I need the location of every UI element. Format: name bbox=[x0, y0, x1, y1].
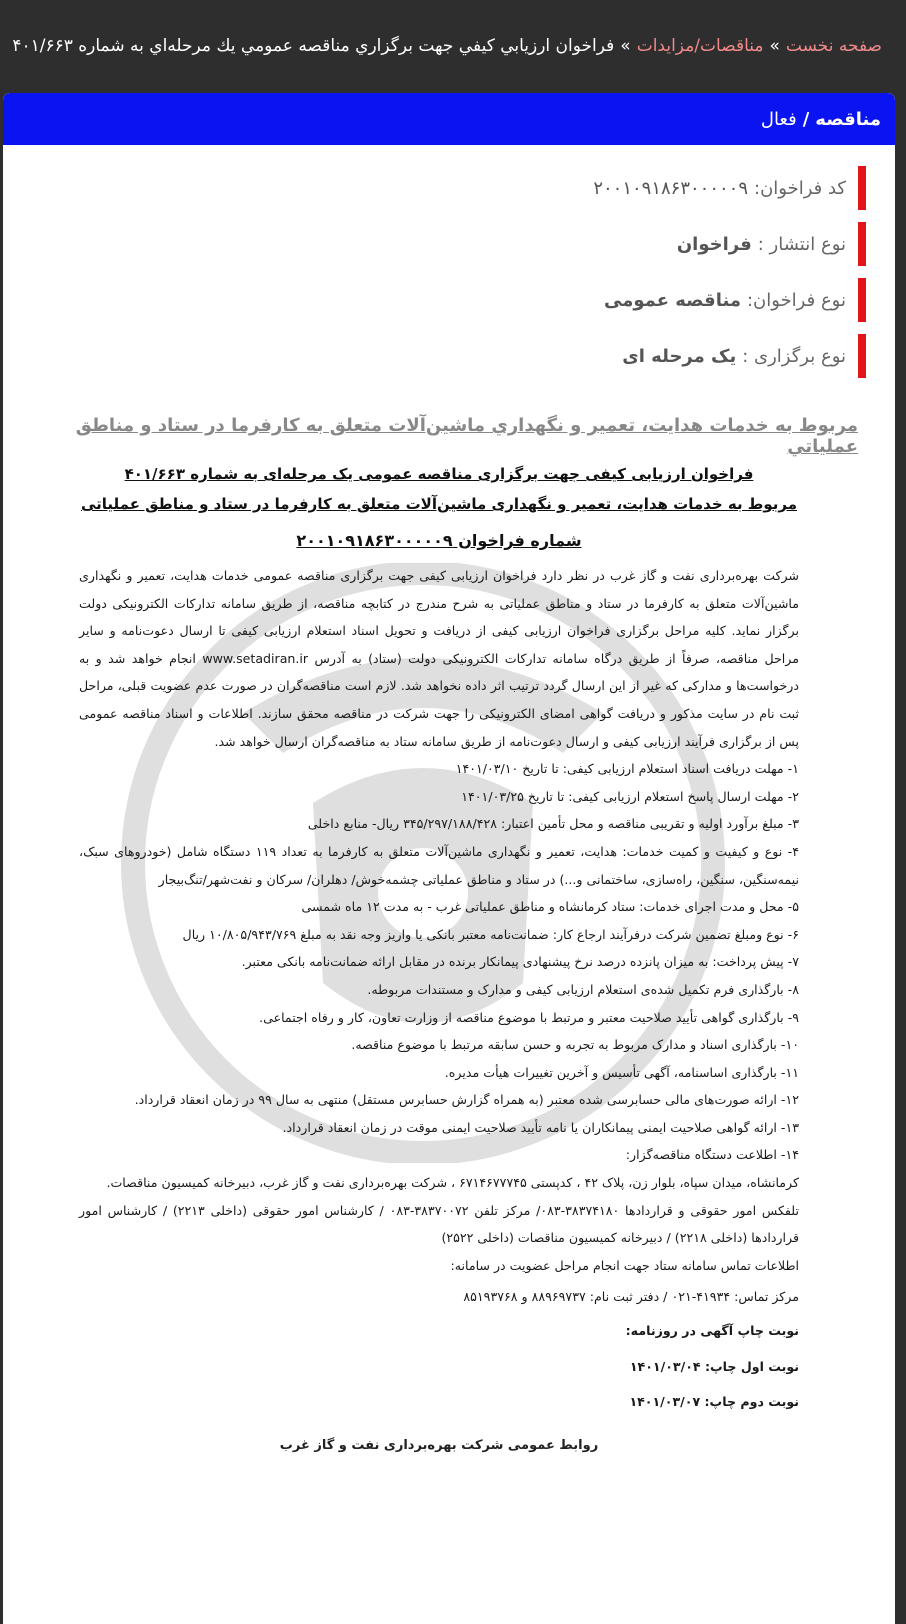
meta-holding-type bbox=[46, 334, 866, 378]
breadcrumb-section-link[interactable]: مناقصات/مزایدات bbox=[636, 36, 764, 56]
doc-title-line2: مربوط به خدمات هدایت، تعمیر و نگهداری ماشین‌آلات متعلق به کارفرما در ستاد و مناطق عملیاتی bbox=[80, 495, 798, 513]
breadcrumb-current: فراخوان ارزيابي كيفي جهت برگزاري مناقصه عمومي يك مرحله‌اي به شماره ۴۰۱/۶۶۳ bbox=[12, 36, 615, 56]
breadcrumb-separator: » bbox=[769, 36, 780, 56]
doc-item: ۱- مهلت دریافت اسناد استعلام ارزیابی کیفی: تا تاریخ ۱۴۰۱/۰۳/۱۰ bbox=[455, 761, 799, 777]
meta-call-type bbox=[46, 278, 866, 322]
doc-print-first: نوبت اول چاپ: ۱۴۰۱/۰۳/۰۴ bbox=[629, 1358, 799, 1374]
meta-label: نوع انتشار : bbox=[757, 233, 846, 255]
doc-contact: مرکز تماس: ۴۱۹۳۴-۰۲۱ / دفتر ثبت نام: ۸۸۹۶۹۷۳۷ و ۸۵۱۹۳۷۶۸ bbox=[463, 1289, 799, 1305]
doc-item: ۱۳- ارائه گواهی صلاحیت ایمنی پیمانکاران یا نامه تأیید صلاحیت ایمنی موقت در زمان انعقاد قرارداد. bbox=[282, 1119, 799, 1135]
doc-item: ۴- نوع و کیفیت و کمیت خدمات: هدایت، تعمیر و نگهداری ماشین‌آلات متعلق به کارفرما به تعداد ۱۱۹ دستگاه شامل (خودروهای سبک، نیمه‌سنگین، سنگین، راه‌سازی، ساختمانی و...) در ستاد و مناطق عملیاتی چشمه‌خوش/ دهلران/ سرکان و نفت‌شهر/تنگ‌بیجار bbox=[79, 843, 799, 887]
doc-intro-paragraph: شرکت بهره‌برداری نفت و گاز غرب در نظر دارد فراخوان ارزیابی کیفی جهت برگزاری مناقصه عمومی خدمات هدایت، تعمیر و نگهداری ماشین‌آلات متعلق به کارفرما در ستاد و مناطق عملیاتی به شرح مندرج در کتابچه مناقصه، از طریق سامانه تدارکات الکترونیکی دولت برگزار نماید. کلیه مراحل برگزاری فراخوان ارزیابی کیفی از دریافت و تحویل اسناد استعلام ارزیابی کیفی تا ارسال دعوت‌نامه و سایر مراحل مناقصه، صرفاً از طریق درگاه سامانه تدارکات الکترونیکی دولت (ستاد) به آدرس www.setadiran.ir انجام خواهد شد و به درخواست‌ها و مدارکی که غیر از این ارسال گردد ترتیب اثر داده نخواهد شد. لازم است مناقصه‌گران در صورت عدم عضویت قبلی، مراحل ثبت نام در سایت مذکور و دریافت گواهی امضای الکترونیکی را جهت شرکت در مناقصه محقق سازند. اطلاعات و اسناد مناقصه عمومی پس از برگزاری فرآیند ارزیابی کیفی و ارسال دعوت‌نامه از طریق سامانه ستاد به مناقصه‌گران ارسال خواهد شد. bbox=[79, 568, 799, 749]
doc-title-line1: فراخوان ارزیابی کیفی جهت برگزاری مناقصه عمومی یک مرحله‌ای به شماره ۴۰۱/۶۶۳ bbox=[124, 465, 754, 483]
meta-value: مناقصه عمومی bbox=[604, 289, 741, 311]
doc-item: ۹- بارگذاری گواهی تأیید صلاحیت معتبر و مرتبط با موضوع مناقصه از وزارت تعاون، کار و رفاه اجتماعی. bbox=[259, 1009, 799, 1025]
header-status: فعال bbox=[760, 108, 797, 130]
doc-print-second: نوبت دوم چاپ: ۱۴۰۱/۰۳/۰۷ bbox=[629, 1394, 799, 1410]
meta-publish-type bbox=[46, 222, 866, 266]
meta-call-code bbox=[46, 166, 866, 210]
doc-item: ۱۴- اطلاعت دستگاه مناقصه‌گزار: bbox=[625, 1147, 799, 1163]
doc-item: ۱۱- بارگذاری اساسنامه، آگهی تأسیس و آخرین تغییرات هیأت مدیره. bbox=[444, 1064, 799, 1080]
breadcrumb bbox=[0, 0, 906, 92]
doc-item: ۷- پیش پرداخت: به میزان پانزده درصد نرخ پیشنهادی پیمانکار برنده در مقابل ارائه ضمانت‌نامه بانکی معتبر. bbox=[241, 954, 799, 970]
breadcrumb-home-link[interactable]: صفحه نخست bbox=[785, 36, 882, 56]
doc-address: کرمانشاه، میدان سپاه، بلوار زن، پلاک ۴۲ ، کدپستی ۶۷۱۴۶۷۷۷۴۵ ، شرکت بهره‌برداری نفت و گاز غرب، دبیرخانه کمیسیون مناقصات. bbox=[106, 1175, 799, 1191]
meta-label: نوع فراخوان: bbox=[746, 289, 846, 311]
meta-label: کد فراخوان: bbox=[754, 177, 846, 199]
header-divider: / bbox=[802, 108, 810, 130]
breadcrumb-separator: » bbox=[620, 36, 631, 56]
doc-print-heading: نوبت چاپ آگهی در روزنامه: bbox=[625, 1323, 799, 1339]
tender-subject: مربوط به خدمات هدايت، تعمير و نگهداري ماشين‌آلات متعلق به كارفرما در ستاد و مناطق عملياتي bbox=[75, 415, 858, 457]
card-header bbox=[3, 93, 895, 145]
doc-item: ۶- نوع ومبلغ تضمین شرکت درفرآیند ارجاع کار: ضمانت‌نامه معتبر بانکی یا واریز وجه نقد به مبلغ ۱۰/۸۰۵/۹۴۳/۷۶۹ ریال bbox=[182, 926, 799, 942]
doc-item: ۲- مهلت ارسال پاسخ استعلام ارزیابی کیفی: تا تاریخ ۱۴۰۱/۰۳/۲۵ bbox=[461, 788, 799, 804]
meta-value: یک مرحله ای bbox=[622, 345, 737, 367]
meta-value: ۲۰۰۱۰۹۱۸۶۳۰۰۰۰۰۹ bbox=[593, 177, 748, 199]
meta-label: نوع برگزاری : bbox=[742, 345, 846, 367]
doc-item: ۱۰- بارگذاری اسناد و مدارک مربوط به تجربه و حسن سابقه مرتبط با موضوع مناقصه. bbox=[351, 1037, 799, 1053]
meta-list bbox=[46, 166, 866, 390]
doc-signature: روابط عمومی شرکت بهره‌برداری نفت و گاز غرب bbox=[279, 1437, 599, 1453]
doc-item: ۳- مبلغ برآورد اولیه و تقریبی مناقصه و محل تأمین اعتبار: ۳۴۵/۲۹۷/۱۸۸/۴۲۸ ریال- منابع داخلی bbox=[307, 816, 799, 832]
doc-phones: تلفکس امور حقوقی و قراردادها ۳۸۳۷۴۱۸۰-۰۸۳/ مرکز تلفن ۳۸۳۷۰۰۷۲-۰۸۳ / کارشناس امور حقوقی (داخلی ۲۲۱۳) / کارشناس امور قراردادها (داخلی ۲۲۱۸) / دبیرخانه کمیسیون مناقصات (داخلی ۲۵۲۲) bbox=[79, 1202, 799, 1246]
header-type: مناقصه bbox=[815, 108, 881, 130]
doc-call-number: شماره فراخوان ۲۰۰۱۰۹۱۸۶۳۰۰۰۰۰۹ bbox=[296, 531, 582, 550]
meta-value: فراخوان bbox=[676, 233, 752, 255]
doc-item: ۵- محل و مدت اجرای خدمات: ستاد کرمانشاه و مناطق عملیاتی غرب - به مدت ۱۲ ماه شمسی bbox=[301, 899, 799, 915]
doc-item: ۸- بارگذاری فرم تکمیل شده‌ی استعلام ارزیابی کیفی و مدارک و مستندات مربوطه. bbox=[367, 981, 799, 997]
tender-card bbox=[3, 93, 895, 1624]
document-body bbox=[79, 465, 799, 1453]
doc-contact-heading: اطلاعات تماس سامانه ستاد جهت انجام مراحل عضویت در سامانه: bbox=[450, 1257, 799, 1273]
doc-item: ۱۲- ارائه صورت‌های مالی حسابرسی شده معتبر (به همراه گزارش حسابرس مستقل) منتهی به سال ۹۹ در زمان انعقاد قرارداد. bbox=[134, 1092, 799, 1108]
